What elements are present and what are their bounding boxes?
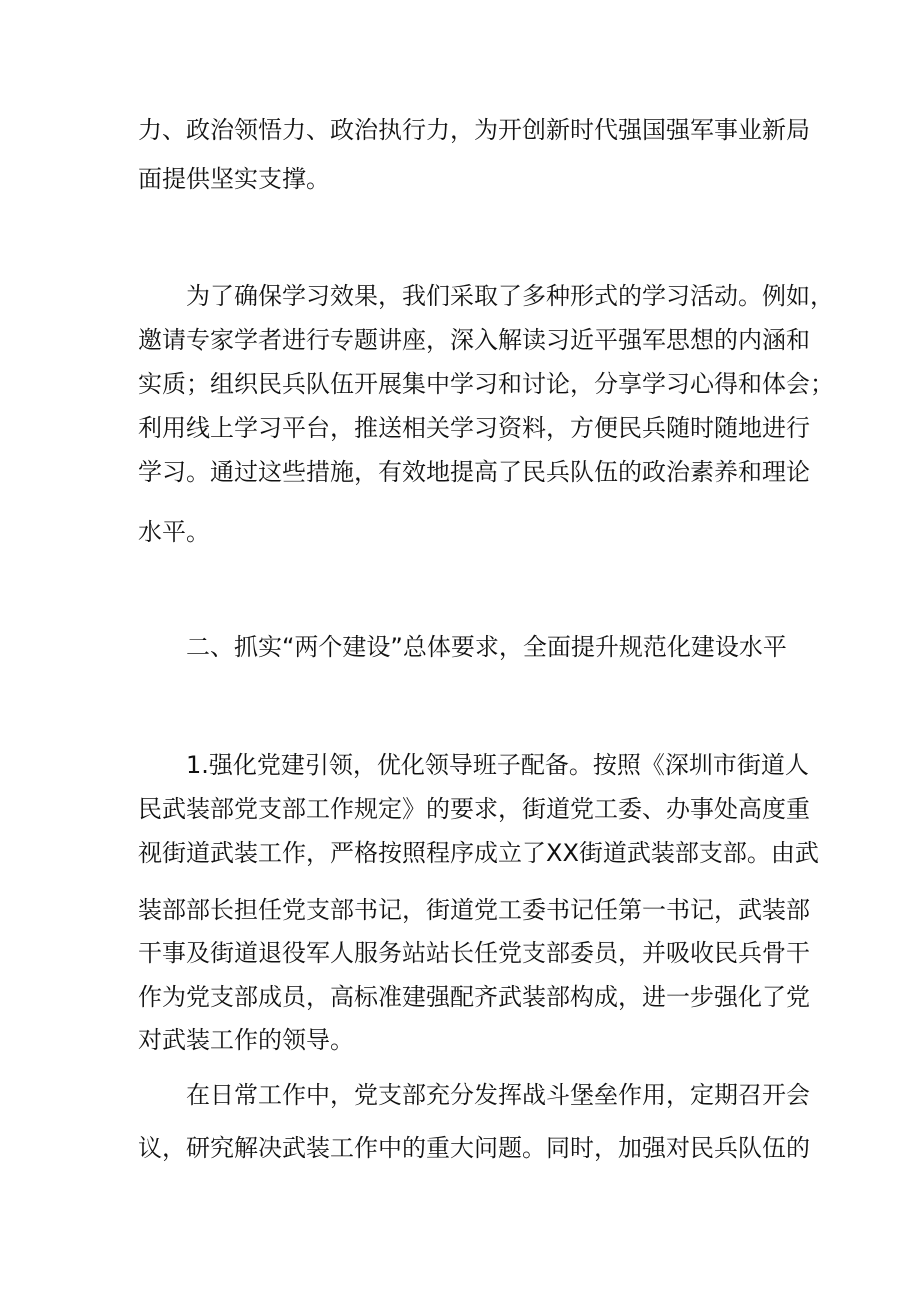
paragraph-line: 民武装部党支部工作规定》的要求，街道党工委、办事处高度重 (138, 795, 810, 823)
paragraph-line: 利用线上学习平台，推送相关学习资料，方便民兵随时随地进行 (138, 414, 810, 442)
paragraph-line: 议，研究解决武装工作中的重大问题。同时，加强对民兵队伍的 (138, 1134, 810, 1162)
paragraph-line: 实质；组织民兵队伍开展集中学习和讨论，分享学习心得和体会； (138, 370, 834, 398)
paragraph-line: 干事及街道退役军人服务站站长任党支部委员，并吸收民兵骨干 (138, 939, 810, 967)
paragraph-line: 视街道武装工作，严格按照程序成立了XX街道武装部支部。由武 (138, 839, 819, 867)
paragraph-line: 1.强化党建引领，优化领导班子配备。按照《深圳市街道人 (186, 751, 809, 779)
paragraph-line: 对武装工作的领导。 (138, 1026, 354, 1054)
paragraph-line: 装部部长担任党支部书记，街道党工委书记任第一书记，武装部 (138, 896, 810, 924)
paragraph-line: 作为党支部成员，高标准建强配齐武装部构成，进一步强化了党 (138, 983, 810, 1011)
paragraph-line: 学习。通过这些措施，有效地提高了民兵队伍的政治素养和理论 (138, 458, 810, 486)
paragraph-line: 在日常工作中，党支部充分发挥战斗堡垒作用，定期召开会 (186, 1081, 810, 1109)
paragraph-line: 力、政治领悟力、政治执行力，为开创新时代强国强军事业新局 (138, 116, 810, 144)
paragraph-line: 水平。 (138, 518, 210, 546)
paragraph-line: 面提供坚实支撑。 (138, 165, 330, 193)
paragraph-line: 为了确保学习效果，我们采取了多种形式的学习活动。例如， (186, 282, 834, 310)
section-heading: 二、抓实“两个建设”总体要求，全面提升规范化建设水平 (186, 633, 787, 661)
paragraph-line: 邀请专家学者进行专题讲座，深入解读习近平强军思想的内涵和 (138, 326, 810, 354)
